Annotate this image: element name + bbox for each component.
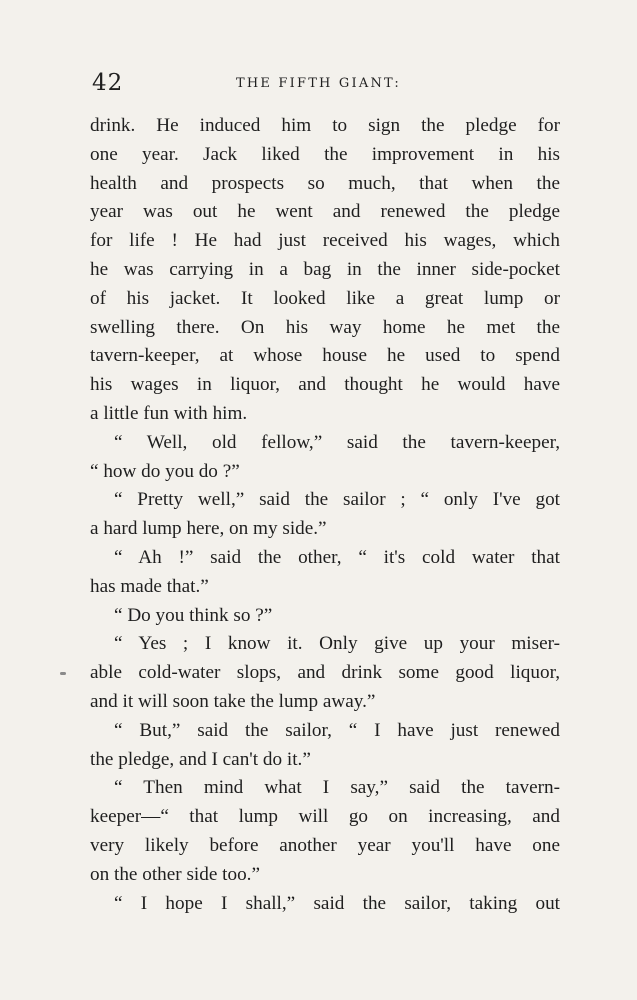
text-line: the pledge, and I can't do it.” (90, 748, 311, 770)
text-line: has made that.” (90, 575, 209, 597)
text-line: very likely before another year you'll have one (90, 834, 560, 856)
text-line: on the other side too.” (90, 863, 260, 885)
text-line: drink. He induced him to sign the pledge for (90, 115, 560, 136)
text-line: health and prospects so much, that when the (90, 172, 560, 194)
text-line: for life ! He had just received his wages, which (90, 230, 560, 252)
text-line: “ Pretty well,” said the sailor ; “ only I've got (114, 489, 560, 511)
text-line: keeper—“ that lump will go on increasing, and (90, 806, 560, 828)
text-line: “ But,” said the sailor, “ I have just renewed (114, 719, 560, 741)
text-line: swelling there. On his way home he met the (90, 316, 560, 338)
text-line: “ I hope I shall,” said the sailor, taking out (114, 892, 560, 914)
page-header (92, 70, 545, 100)
text-line: “ Do you think so ?” (114, 604, 273, 626)
text-line: “ Yes ; I know it. Only give up your miser- (114, 633, 560, 655)
text-line: “ how do you do ?” (90, 460, 240, 482)
text-line: he was carrying in a bag in the inner side-pocket (90, 258, 560, 280)
text-line: and it will soon take the lump away.” (90, 690, 376, 712)
text-line: of his jacket. It looked like a great lump or (90, 287, 560, 309)
running-head: THE FIFTH GIANT: (235, 76, 402, 91)
margin-speck (60, 672, 66, 675)
text-line: “ Ah !” said the other, “ it's cold water that (114, 546, 560, 568)
text-line: able cold-water slops, and drink some good liquor, (90, 662, 560, 684)
text-line: one year. Jack liked the improvement in his (90, 143, 560, 165)
text-line: a hard lump here, on my side.” (90, 518, 327, 540)
text-line: “ Well, old fellow,” said the tavern-keeper, (114, 431, 560, 453)
page-number: 42 (92, 70, 124, 96)
body-text (90, 112, 560, 918)
text-line: “ Then mind what I say,” said the tavern- (114, 777, 560, 799)
text-line: a little fun with him. (90, 402, 248, 424)
text-line: his wages in liquor, and thought he would have (90, 374, 560, 396)
text-line: year was out he went and renewed the pledge (90, 201, 560, 223)
text-line: tavern-keeper, at whose house he used to spend (90, 345, 560, 367)
